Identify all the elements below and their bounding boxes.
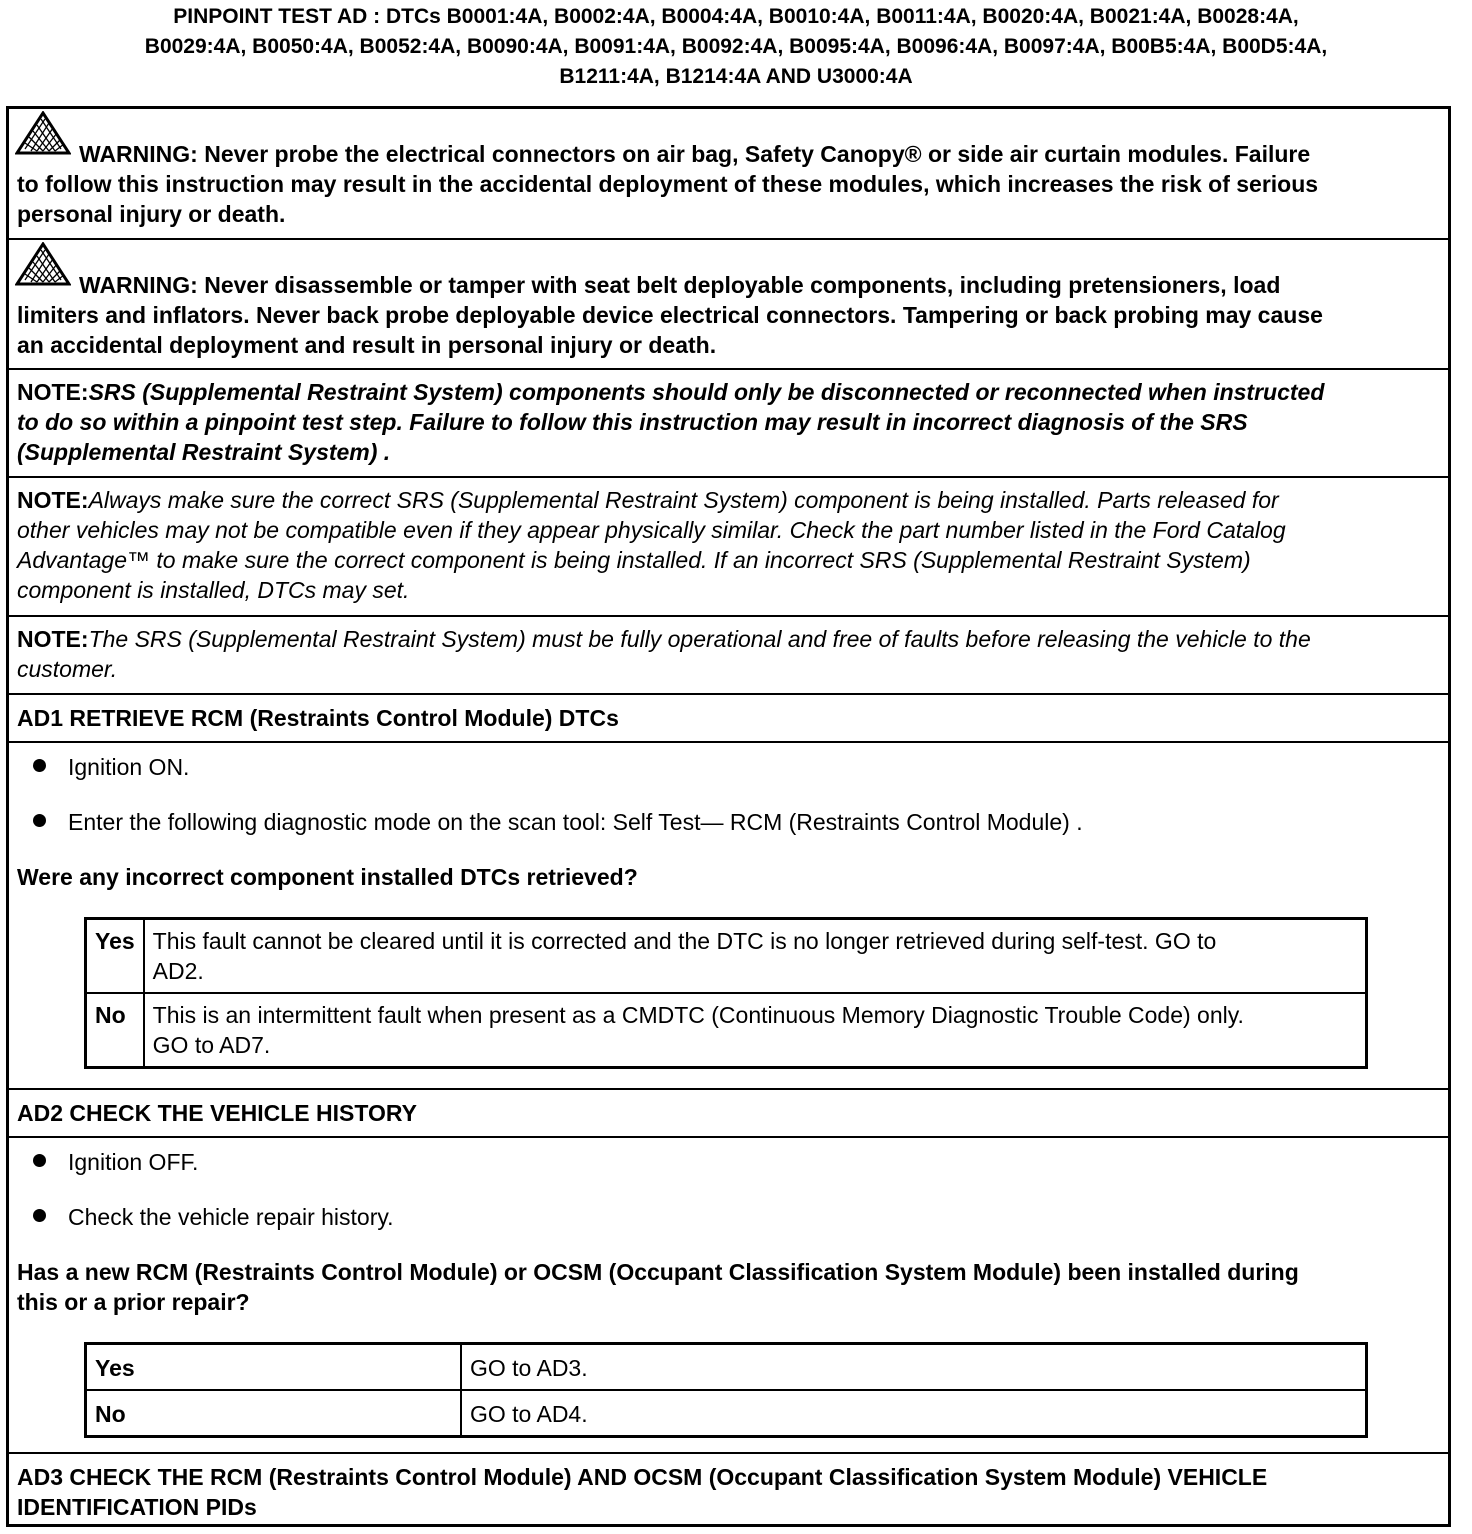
answer-no-text: This is an intermittent fault when present as a CMDTC (Continuous Memory Diagnostic Trouble Code) only. [152, 1002, 1244, 1028]
warning-triangle-icon [15, 242, 71, 286]
answer-no-label: No [86, 1390, 462, 1437]
answer-table [84, 917, 1368, 1069]
title-line: PINPOINT TEST AD : DTCs B0001:4A, B0002:4A, B0004:4A, B0010:4A, B0011:4A, B0020:4A, B0021:4A, B0028:4A, [173, 5, 1299, 28]
list-item: Enter the following diagnostic mode on the scan tool: Self Test— RCM (Restraints Control Module) . [33, 807, 1083, 837]
step-heading: AD1 RETRIEVE RCM (Restraints Control Module) DTCs [17, 705, 619, 731]
answer-no-text: GO to AD4. [461, 1390, 1367, 1437]
note-prefix: NOTE: [17, 487, 89, 513]
step-body [9, 741, 1448, 1088]
step-question: Were any incorrect component installed DTCs retrieved? [17, 864, 638, 890]
note-text: other vehicles may not be compatible even if they appear physically similar. Check the part number listed in the Ford Catalog [17, 517, 1286, 543]
note-text: The SRS (Supplemental Restraint System) must be fully operational and free of faults before releasing the vehicle to the [88, 626, 1311, 652]
answer-yes-text: GO to AD3. [461, 1344, 1367, 1391]
step-body [9, 1136, 1448, 1452]
table-row [86, 993, 1367, 1068]
note-prefix: NOTE: [17, 626, 89, 652]
note-prefix: NOTE: [17, 379, 89, 405]
note-text: customer. [17, 656, 118, 682]
answer-yes-label: Yes [86, 919, 144, 994]
table-row [86, 919, 1367, 994]
pinpoint-test-table [6, 106, 1451, 1527]
bullet-icon [33, 1154, 46, 1167]
page-title [0, 2, 1472, 92]
note-text: (Supplemental Restraint System) . [17, 439, 391, 465]
answer-no-label: No [86, 993, 144, 1068]
step-heading: AD2 CHECK THE VEHICLE HISTORY [17, 1100, 417, 1126]
title-line: B0029:4A, B0050:4A, B0052:4A, B0090:4A, B0091:4A, B0092:4A, B0095:4A, B0096:4A, B0097:4A, B00B5:4A, B00D5:4A, [144, 35, 1328, 58]
answer-yes-text: This fault cannot be cleared until it is corrected and the DTC is no longer retrieved during self-test. GO to [152, 928, 1217, 954]
note-text: to do so within a pinpoint test step. Failure to follow this instruction may result in incorrect diagnosis of the SRS [17, 409, 1248, 435]
list-item: Ignition OFF. [33, 1147, 198, 1177]
warning-text: limiters and inflators. Never back probe deployable device electrical connectors. Tampering or back probing may cause [17, 302, 1323, 328]
step-question: Has a new RCM (Restraints Control Module) or OCSM (Occupant Classification System Module) been installed during this or a prior repair? [17, 1259, 1299, 1315]
warning-text: an accidental deployment and result in personal injury or death. [17, 332, 717, 358]
warning-text: to follow this instruction may result in the accidental deployment of these modules, which increases the risk of serious [17, 171, 1319, 197]
bullet-icon [33, 1209, 46, 1222]
note-text: SRS (Supplemental Restraint System) components should only be disconnected or reconnected when instructed [88, 379, 1325, 405]
list-item: Check the vehicle repair history. [33, 1202, 394, 1232]
warning-text: WARNING: Never probe the electrical connectors on air bag, Safety Canopy® or side air curtain modules. Failure [79, 141, 1311, 167]
note-text: Always make sure the correct SRS (Supplemental Restraint System) component is being installed. Parts released for [88, 487, 1279, 513]
note-text: component is installed, DTCs may set. [17, 577, 410, 603]
warning-text: personal injury or death. [17, 201, 286, 227]
answer-table [84, 1342, 1368, 1438]
bullet-icon [33, 814, 46, 827]
step-heading-row [9, 1452, 1448, 1524]
answer-yes-text: AD2. [152, 958, 204, 984]
note-text: Advantage™ to make sure the correct component is being installed. If an incorrect SRS (Supplemental Restraint System) [17, 547, 1251, 573]
answer-no-text: GO to AD7. [152, 1032, 271, 1058]
table-row [86, 1390, 1367, 1437]
step-heading: AD3 CHECK THE RCM (Restraints Control Module) AND OCSM (Occupant Classification System Module) VEHICLE IDENTIFICATION PIDs [17, 1464, 1268, 1520]
warning-row [9, 109, 1448, 238]
note-row [9, 615, 1448, 693]
table-row [86, 1344, 1367, 1391]
warning-row [9, 238, 1448, 368]
step-heading-row [9, 693, 1448, 741]
warning-triangle-icon [15, 111, 71, 155]
note-row [9, 476, 1448, 615]
bullet-icon [33, 759, 46, 772]
list-item: Ignition ON. [33, 752, 189, 782]
warning-text: WARNING: Never disassemble or tamper with seat belt deployable components, including pretensioners, load [79, 272, 1281, 298]
answer-yes-label: Yes [86, 1344, 462, 1391]
title-line: B1211:4A, B1214:4A AND U3000:4A [559, 65, 913, 88]
note-row [9, 368, 1448, 476]
step-heading-row [9, 1088, 1448, 1136]
